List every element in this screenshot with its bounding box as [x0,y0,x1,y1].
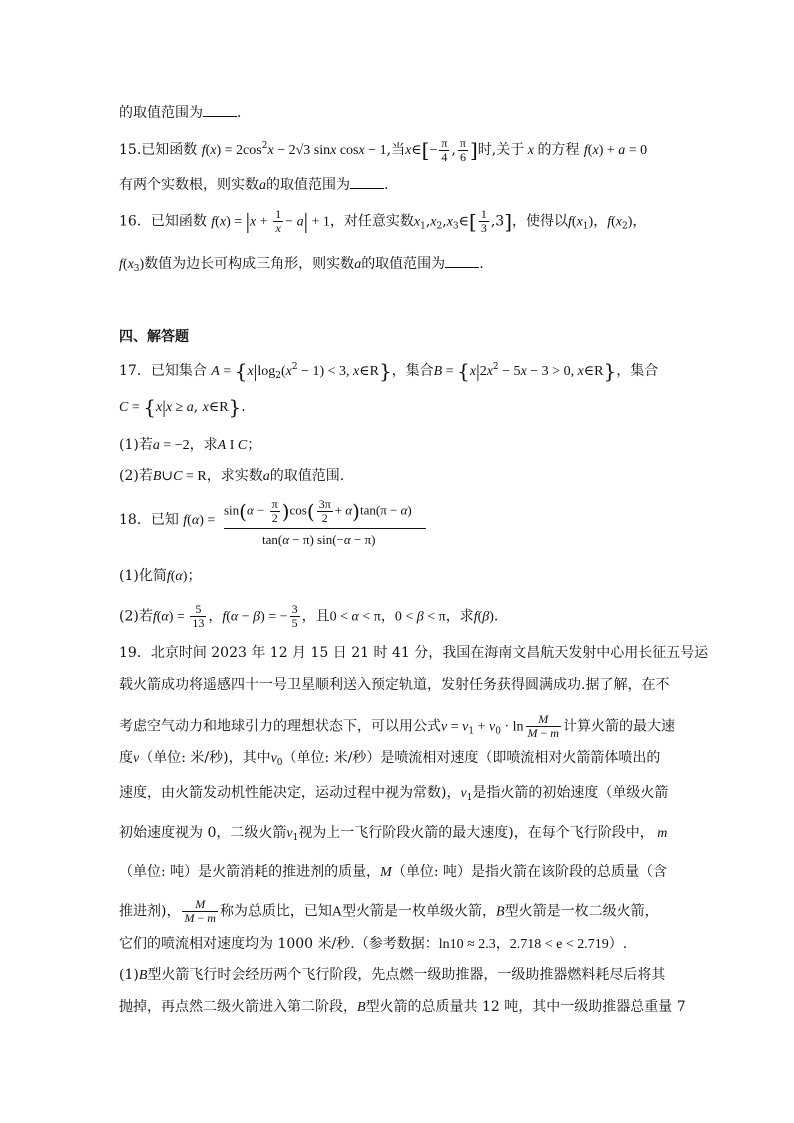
q19-line11: 抛掉，再点然二级火箭进入第二阶段，B型火箭的总质量共 12 吨，其中一级助推器总重量 7 [119,999,686,1015]
q19-line8: 推进剂)， $\frac{M}{M - m}$ 称为总质比，已知A型火箭是一枚单级火箭，B型火箭是一枚二级火箭， [119,897,659,925]
q19-line4: 度v（单位: 米/秒)，其中$v_0$（单位: 米/秒）是喷流相对速度（即喷流相对火箭箭体喷出的 [119,750,661,768]
q19-line2: 载火箭成功将遥感四十一号卫星顺利送入预定轨道，发射任务获得圆满成功.据了解，在不 [119,677,670,693]
q19-line1: 19．北京时间 2023 年 12 月 15 日 21 时 41 分，我国在海南文昌航天发射中心用长征五号运 [119,645,709,661]
q14-tail: 的取值范围为 . [119,105,242,121]
q18-fraction-bar [224,528,426,529]
answer-blank [350,176,384,189]
q15-line1: 15.已知函数 $f(x) = 2\cos^2x - 2√3$ sinx cosx − 1,当x∈[− $\frac{\pi}{4}$ , $\frac{\pi}{6}$ ]时,关于 x 的方程 f(x) + a = 0 [119,135,648,164]
q19-line3: 考虑空气动力和地球引力的理想状态下，可以用公式$v = v_1 + v_0 \cdot \ln$ $\frac{M}{M - m}$ 计算火箭的最大速 [119,712,675,740]
q17-line1: 17．已知集合 $A = \{x|\log_2(x^2 - 1) < 3$, x∈R}，集合$B = \{x|2x^2 - 5x - 3 > 0$, x∈R}，集合 [119,359,659,383]
answer-blank [445,255,479,268]
q19-line7: （单位: 吨）是火箭消耗的推进剂的质量，M（单位: 吨）是指火箭在该阶段的总质量（含 [119,864,668,880]
q18-part2: (2)若f(α) = $\frac{5}{13}$ ，f(α − β) = − $\frac{3}{5}$ ，且0 < α < π，0 < β < π，求f(β). [119,602,499,630]
section-heading: 四、解答题 [119,329,189,345]
q17-line2: C = {x|x ≥ a, x∈R}. [119,395,246,419]
q18-numerator: sin(α − $\frac{\pi}{2}$ )cos( $\frac{3\pi}{2}$ + α)tan(π − α) [224,497,412,525]
q19-line10: (1)B型火箭飞行时会经历两个飞行阶段，先点燃一级助推器，一级助推器燃料耗尽后将其 [119,967,666,983]
q16-line1: 16．已知函数 f(x) = |x + $\frac{1}{x}$ − a| + 1，对任意实数$x_1,x_2,x_3\in$[ $\frac{1}{3}$ ,3]，使得以$f(x_1)$，$f(x_2)$， [119,207,647,235]
q17-part1: (1)若a = −2，求A I C； [119,437,262,453]
q17-part2: (2)若B∪C = R，求实数a的取值范围. [119,468,345,484]
q19-line5: 速度，由火箭发动机性能决定，运动过程中视为常数)，$v_1$是指火箭的初始速度（单级火箭 [119,785,669,803]
q16-line2: $f(x_3)$数值为边长可构成三角形，则实数a的取值范围为 . [119,256,484,274]
answer-blank [203,104,237,117]
q18-part1: (1)化简f(α)； [119,568,202,584]
q19-line6: 初始速度视为 0，二级火箭$v_1$视为上一飞行阶段火箭的最大速度)，在每个飞行阶段中， m [119,825,668,843]
q19-line9: 它们的喷流相对速度均为 1000 米/秒.（参考数据：ln10 ≈ 2.3，2.718 < e < 2.719）. [119,936,628,952]
q18-label: 18．已知 f(α) = [119,512,216,528]
q15-line2: 有两个实数根，则实数a的取值范围为 . [119,177,389,193]
q18-denominator: tan(α − π) sin(−α − π) [262,532,376,547]
